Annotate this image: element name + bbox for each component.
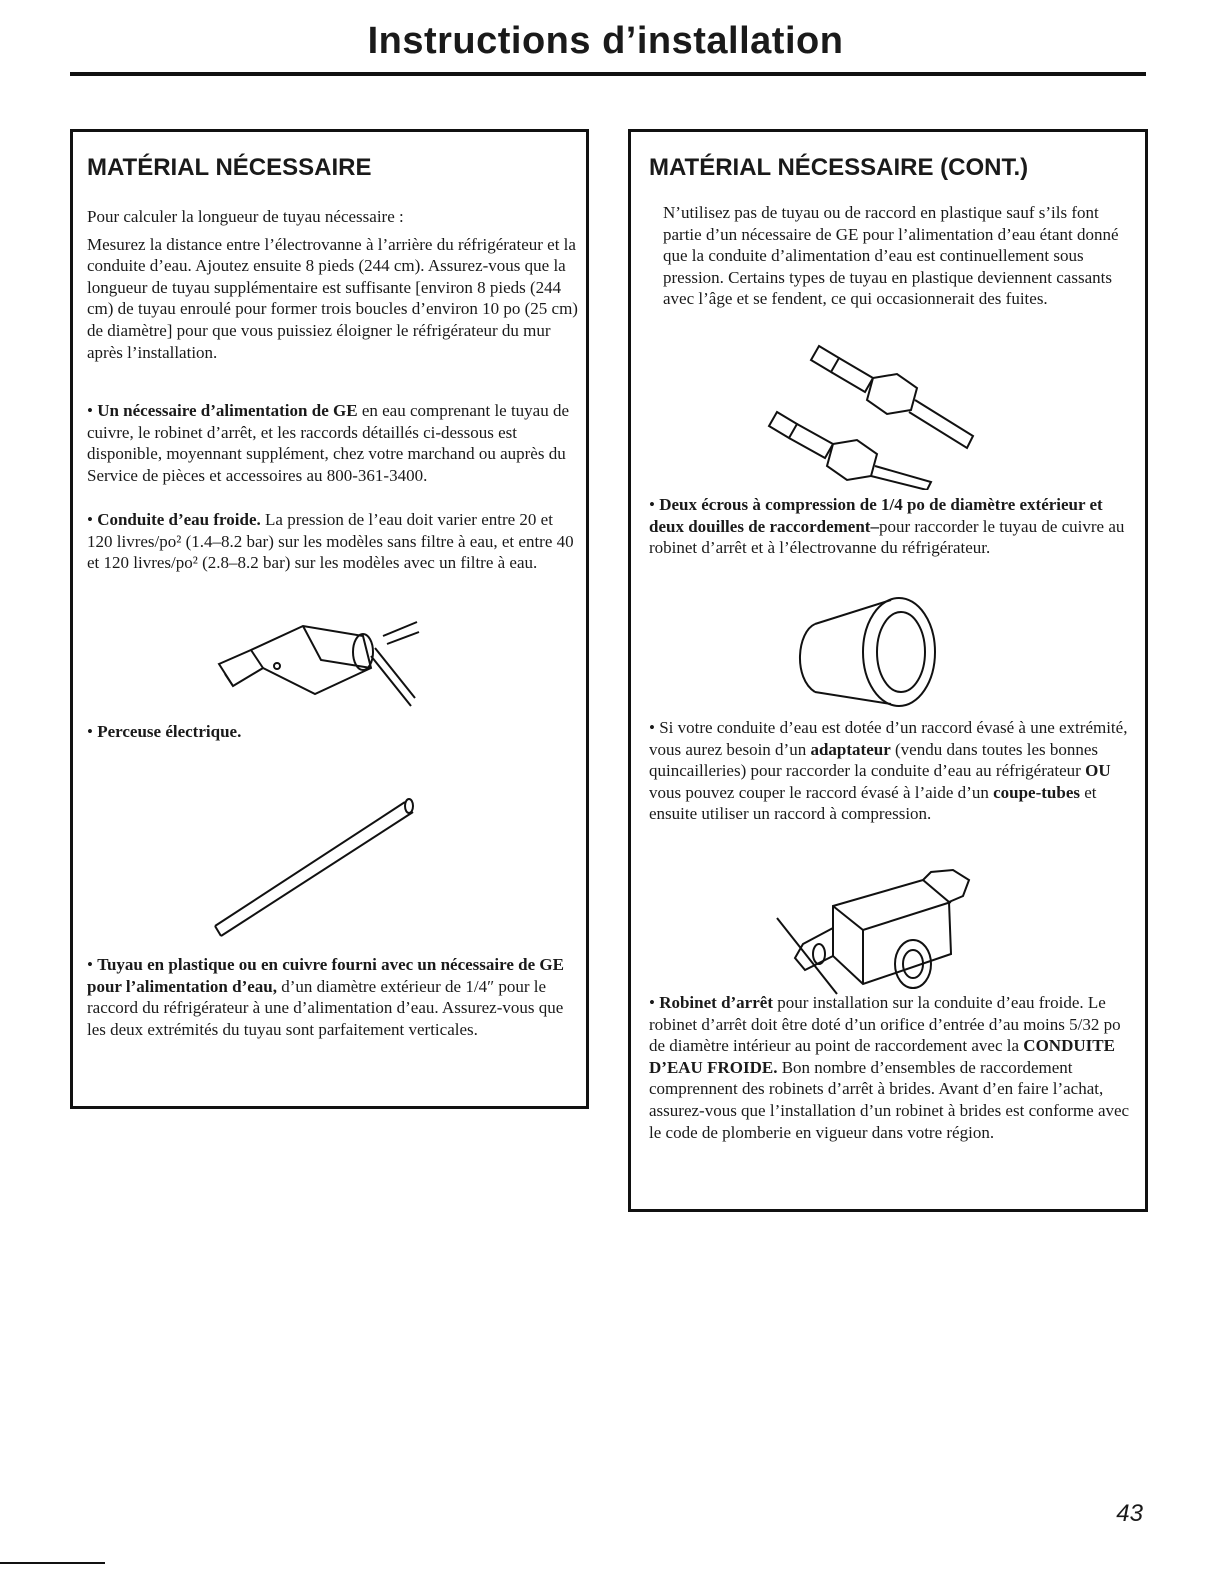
compression-nuts-item: • Deux écrous à compression de 1/4 po de diamètre extérieur et deux douilles de raccordement–pour raccorder le tuyau de cuivre au robinet d’arrêt et à l’électrovanne du réfrigérateur. [649,495,1125,558]
valve-bold: Robinet d’arrêt [659,993,773,1012]
title-rule [70,72,1146,76]
left-heading: MATÉRIAL NÉCESSAIRE [87,154,372,181]
footer-rule [0,1562,105,1564]
right-box [628,129,1148,1212]
cold-water-item: • Conduite d’eau froide. La pression de l’eau doit varier entre 20 et 120 livres/po² (1.4–8.2 bar) sur les modèles sans filtre à eau, et entre 40 et 120 livres/po² (2.8–8.2 bar) sur les modèles avec un filtre à eau. [87,510,574,573]
measure-text: Mesurez la distance entre l’électrovanne à l’arrière du réfrigérateur et la conduite d’eau. Ajoutez ensuite 8 pieds (244 cm). Assurez-vous que la longueur de tuyau supplémentaire est suffisante [environ 8 pieds (244 cm) de tuyau enroulé pour former trois boucles d’environ 10 po (25 cm) de diamètre] pour que vous puissiez éloigner le réfrigérateur du mur après l’installation. [87,234,578,362]
plastic-warning [663,202,1119,310]
plastic-text: N’utilisez pas de tuyau ou de raccord en plastique sauf s’ils font partie d’un nécessaire de GE pour l’alimentation d’eau étant donné que la conduite d’alimentation d’eau est continuellement sous pression. Certains types de tuyau en plastique deviennent cassants avec l’âge et se fendent, ce qui occasionnerait des fuites. [663,203,1119,309]
page-number: 43 [1116,1500,1143,1527]
flare-text-c: vous pouvez couper le raccord évasé à l’aide d’un [649,782,994,802]
flare-cutter: coupe-tubes [993,782,1080,802]
drill-illustration [211,610,421,718]
shutoff-valve-item: • Robinet d’arrêt pour installation sur la conduite d’eau froide. Le robinet d’arrêt doit être doté d’un orifice d’entrée d’au moins 5/32 po de diamètre intérieur au point de raccordement avec la CONDUITE D’EAU FROIDE. Bon nombre d’ensembles de raccordement comprennent des robinets d’arrêt à brides. Avant d’en faire l’achat, assurez-vous que l’installation d’un robinet à brides est conforme avec le code de plomberie en vigueur dans votre région. [649,993,1130,1142]
left-box [70,129,589,1109]
compression-nuts-illustration [761,340,991,490]
flare-text-d: et ensuite utiliser un raccord à compression. [649,782,1097,824]
flare-item: • Si votre conduite d’eau est dotée d’un raccord évasé à une extrémité, vous aurez besoin d’un adaptateur (vendu dans toutes les bonnes quincailleries) pour raccorder la conduite d’eau au réfrigérateur OU vous pouvez couper le raccord évasé à l’aide d’un coupe-tubes et ensuite utiliser un raccord à compression. [649,718,1128,824]
flare-text-a: Si votre conduite d’eau est dotée d’un raccord évasé à une extrémité, vous aurez besoin d’un [649,718,1128,759]
valve-text-a: pour installation sur la conduite d’eau froide. Le robinet d’arrêt doit être doté d’un orifice d’entrée d’au moins 5/32 po de diamètre intérieur au point de raccordement avec la [649,993,1121,1056]
valve-cold: CONDUITE D’EAU FROIDE. [649,1036,1115,1077]
cold-bold: Conduite d’eau froide. [97,510,261,529]
kit-item: • Un nécessaire d’alimentation de GE en eau comprenant le tuyau de cuivre, le robinet d’arrêt, et les raccords détaillés ci-dessous est disponible, moyennant supplément, chez votre marchand ou auprès du Service de pièces et accessoires au 800-361-3400. [87,401,570,485]
left-intro-block [87,206,582,363]
flare-adapter: adaptateur [810,739,891,759]
right-heading: MATÉRIAL NÉCESSAIRE (CONT.) [649,154,1029,181]
intro-text: Pour calculer la longueur de tuyau nécessaire : [87,207,404,226]
tube-item: • Tuyau en plastique ou en cuivre fourni avec un nécessaire de GE pour l’alimentation d’eau, d’un diamètre extérieur de 1/4″ pour le raccord du réfrigérateur à une d’alimentation d’eau. Assurez-vous que les deux extrémités du tuyau sont parfaitement verticales. [87,955,564,1039]
sleeve-illustration [787,592,947,712]
nuts-text: pour raccorder le tuyau de cuivre au robinet d’arrêt et à l’électrovanne du réfrigérateur. [649,516,1125,558]
nuts-bold: Deux écrous à compression de 1/4 po de diamètre extérieur et deux douilles de raccordement– [649,495,1103,536]
tube-bold: Tuyau en plastique ou en cuivre fourni avec un nécessaire de GE pour l’alimentation d’eau, [87,955,564,996]
tube-illustration [209,792,419,952]
drill-label: Perceuse électrique. [97,722,242,741]
flare-text-b: (vendu dans toutes les bonnes quincailleries) pour raccorder la conduite d’eau au réfrigérateur [649,739,1099,781]
kit-bold: Un nécessaire d’alimentation de GE [97,401,358,420]
page-title: Instructions d’installation [367,20,844,62]
kit-text: en eau comprenant le tuyau de cuivre, le robinet d’arrêt, et les raccords détaillés ci-dessous est disponible, moyennant supplément, chez votre marchand ou auprès du Service de pièces et accessoires au 800-361-3400. [87,401,570,485]
valve-text-b: Bon nombre d’ensembles de raccordement comprennent des robinets d’arrêt à brides. Avant d’en faire l’achat, assurez-vous que l’installation d’un robinet à brides est conforme avec le code de plomberie en vigueur dans votre région. [649,1057,1130,1142]
tube-text: d’un diamètre extérieur de 1/4″ pour le raccord du réfrigérateur à une d’alimentation d’eau. Assurez-vous que les deux extrémités du tuyau sont parfaitement verticales. [87,976,564,1039]
flare-ou: OU [1085,761,1111,781]
drill-item: • Perceuse électrique. [87,722,242,741]
shutoff-valve-illustration [773,866,993,1004]
cold-text: La pression de l’eau doit varier entre 20 et 120 livres/po² (1.4–8.2 bar) sur les modèles sans filtre à eau, et entre 40 et 120 livres/po² (2.8–8.2 bar) sur les modèles avec un filtre à eau. [87,510,574,573]
